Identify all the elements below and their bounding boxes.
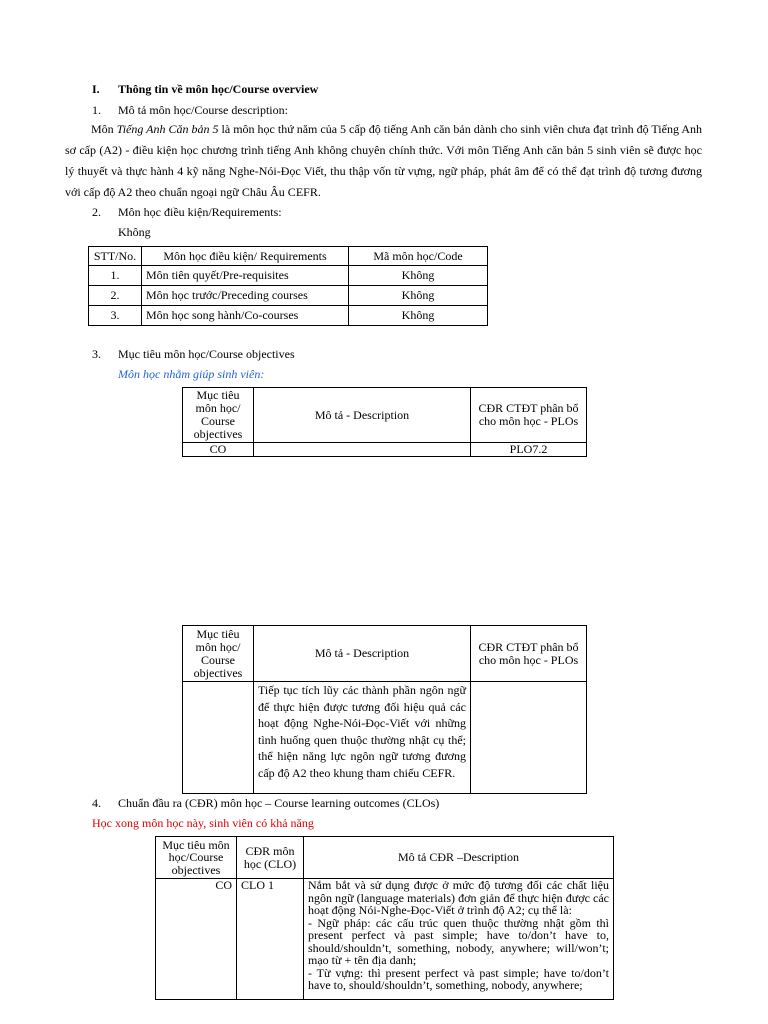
table-row: [89, 266, 488, 286]
desc-body: là môn học thứ năm của 5 cấp độ tiếng Anh căn bản dành cho sinh viên chưa đạt trình độ Tiếng Anh sơ cấp (A2) - điều kiện học chương trình tiếng Anh không chuyên chính thức. Với môn Tiếng Anh căn bản 5 sinh viên sẽ được học lý thuyết và thực hành 4 kỹ năng Nghe-Nói-Đọc Viết, thu thập vốn từ vựng, ngữ pháp, phát âm để có thể đạt trình độ tương đương với cấp độ A2 theo chuẩn ngoại ngữ Châu Âu CEFR.: [65, 122, 702, 199]
table-cell: PLO7.2: [471, 443, 587, 457]
table-header: Mô tả - Description: [254, 388, 471, 443]
table-cell: CO: [156, 879, 237, 1000]
table-cell: Tiếp tục tích lũy các thành phần ngôn ngữ để thực hiện được tương đối hiệu quả các hoạt động Nghe-Nói-Đọc-Viết với những tình huống quen thuộc thường nhật cụ thể; thể hiện năng lực ngôn ngữ tương đương cấp độ A2 theo khung tham chiếu CEFR.: [254, 682, 471, 794]
table-header: CĐR CTĐT phân bổ cho môn học - PLOs: [471, 388, 587, 443]
table-row: [89, 306, 488, 326]
table-cell: Môn tiên quyết/Pre-requisites: [142, 266, 349, 286]
table-cell: [471, 682, 587, 794]
section-number: I.: [92, 82, 100, 96]
table-cell: [254, 443, 471, 457]
clo-grammar: - Ngữ pháp: các cấu trúc quen thuộc thường nhật gồm thì present perfect và past simple; have to/don’t have to, should/shouldn’t, something, nobody, anywhere; will/won’t; mạo từ + tên địa danh;: [308, 915, 609, 967]
desc-prefix: Môn: [91, 122, 117, 136]
table-cell: CLO 1: [237, 879, 304, 1000]
objectives-table-detail: [182, 625, 587, 794]
table-row: [156, 879, 614, 1000]
table-cell: 2.: [89, 286, 142, 306]
section-title: Thông tin về môn học/Course overview: [118, 82, 319, 96]
subsection-title: Chuẩn đầu ra (CĐR) môn học – Course learning outcomes (CLOs): [118, 796, 440, 810]
clo-vocabulary: - Từ vựng: thì present perfect và past simple; have to/don’t have to, should/shouldn’t, something, nobody, anywhere;: [308, 965, 609, 992]
table-cell: [183, 682, 254, 794]
table-header: Môn học điều kiện/ Requirements: [142, 247, 349, 266]
table-header: Mô tả CĐR –Description: [304, 837, 614, 879]
table-header: Mã môn học/Code: [349, 247, 488, 266]
table-cell: Không: [349, 286, 488, 306]
subsection-number: 1.: [92, 103, 101, 117]
course-description: [65, 119, 702, 203]
table-cell: Không: [349, 306, 488, 326]
table-cell: Môn học song hành/Co-courses: [142, 306, 349, 326]
table-header: CĐR CTĐT phân bổ cho môn học - PLOs: [471, 626, 587, 682]
course-name: Tiếng Anh Căn bản 5: [116, 122, 219, 136]
table-cell: 1.: [89, 266, 142, 286]
clo-intro: Học xong môn học này, sinh viên có khả năng: [92, 816, 314, 830]
table-cell: [304, 879, 614, 1000]
table-header: Mục tiêu môn học/ Course objectives: [183, 388, 254, 443]
table-cell: CO: [183, 443, 254, 457]
table-header: STT/No.: [89, 247, 142, 266]
subsection-number: 2.: [92, 205, 101, 219]
clo-table: [155, 836, 614, 1000]
subsection-title: Môn học điều kiện/Requirements:: [118, 205, 282, 219]
table-row: [183, 443, 587, 457]
objectives-table: [182, 387, 587, 457]
table-cell: Môn học trước/Preceding courses: [142, 286, 349, 306]
table-row: [89, 286, 488, 306]
table-header: Mục tiêu môn học/ Course objectives: [183, 626, 254, 682]
subsection-number: 4.: [92, 796, 101, 810]
requirements-value: Không: [118, 225, 151, 239]
table-header: Mô tả - Description: [254, 626, 471, 682]
subsection-title: Mô tả môn học/Course description:: [118, 103, 288, 117]
requirements-table: [88, 246, 488, 326]
table-cell: Không: [349, 266, 488, 286]
clo-description: Nắm bắt và sử dụng được ở mức độ tương đối các chất liệu ngôn ngữ (language materials) đơn giản để thực hiện được các hoạt động Nói-Nghe-Đọc-Viết ở trình độ A2; cụ thể là:: [308, 878, 609, 917]
table-row: [183, 682, 587, 794]
objectives-intro: Môn học nhằm giúp sinh viên:: [118, 367, 265, 381]
subsection-title: Mục tiêu môn học/Course objectives: [118, 347, 295, 361]
subsection-number: 3.: [92, 347, 101, 361]
table-cell: 3.: [89, 306, 142, 326]
table-header: CĐR môn học (CLO): [237, 837, 304, 879]
table-header: Mục tiêu môn học/Course objectives: [156, 837, 237, 879]
